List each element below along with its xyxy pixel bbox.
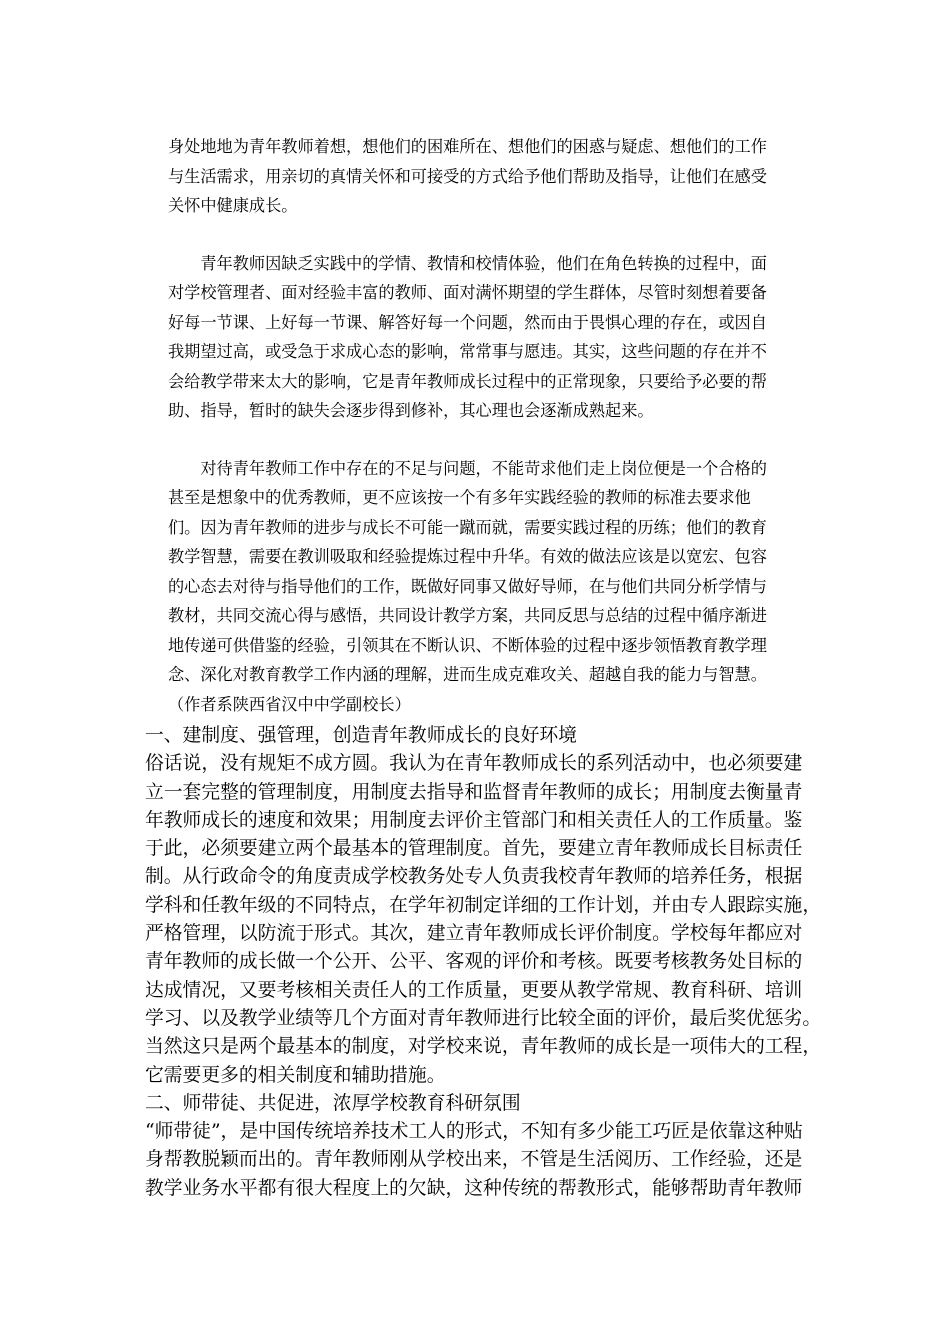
section-management [145, 750, 822, 1090]
text-line: 青年教师因缺乏实践中的学情、教情和校情体验，他们在角色转换的过程中，面 [168, 253, 767, 273]
text-line: 与生活需求，用亲切的真情关怀和可接受的方式给予他们帮助及指导，让他们在感受 [168, 166, 767, 186]
text-line: 它需要更多的相关制度和辅助措施。 [145, 1064, 446, 1086]
text-line: 对学校管理者、面对经验丰富的教师、面对满怀期望的学生群体，尽管时刻想着要备 [168, 283, 767, 302]
text-line: 严格管理，以防流于形式。其次，建立青年教师成长评价制度。学校每年都应对 [145, 923, 803, 945]
text-line: 的心态去对待与指导他们的工作，既做好同事又做好导师，在与他们共同分析学情与 [168, 576, 767, 596]
article-body-upper [168, 132, 798, 719]
text-line: 地传递可供借鉴的经验，引领其在不断认识、不断体验的过程中逐步领悟教育教学理 [168, 635, 767, 655]
paragraph-gap [168, 426, 798, 454]
text-line: 甚至是想象中的优秀教师，更不应该按一个有多年实践经验的教师的标准去要求他 [168, 488, 751, 507]
paragraph-guidance [168, 454, 798, 720]
paragraph-gap [168, 221, 798, 249]
text-line: 好每一节课、上好每一节课、解答好每一个问题，然而由于畏惧心理的存在，或因自 [168, 312, 767, 332]
text-line: 念、深化对教育教学工作内涵的理解，进而生成克难攻关、超越自我的能力与智慧。 [168, 665, 767, 684]
section-heading-1: 一、建制度、强管理，创造青年教师成长的良好环境 [145, 725, 577, 746]
text-line: 助、指导，暂时的缺失会逐步得到修补，其心理也会逐渐成熟起来。 [168, 401, 654, 420]
text-line: 身处地地为青年教师着想，想他们的困难所在、想他们的困惑与疑虑、想他们的工作 [168, 137, 767, 156]
text-line: 教材，共同交流心得与感悟，共同设计教学方案，共同反思与总结的过程中循序渐进 [168, 606, 767, 625]
text-line: 我期望过高，或受急于求成心态的影响，常常事与愿违。其实，这些问题的存在并不 [168, 342, 767, 361]
text-line: 青年教师的成长做一个公开、公平、客观的评价和考核。既要考核教务处目标的 [145, 951, 803, 973]
text-line: 立一套完整的管理制度，用制度去指导和监督青年教师的成长；用制度去衡量青 [145, 781, 803, 803]
text-line: 达成情况，又要考核相关责任人的工作质量，更要从教学常规、教育科研、培训 [145, 979, 803, 1001]
author-note: （作者系陕西省汉中中学副校长） [168, 694, 411, 714]
text-line: 们。因为青年教师的进步与成长不可能一蹴而就，需要实践过程的历练；他们的教育 [168, 517, 767, 537]
text-line: 俗话说，没有规矩不成方圆。我认为在青年教师成长的系列活动中，也必须要建 [145, 753, 803, 775]
text-line: 关怀中健康成长。 [168, 196, 298, 215]
text-line: 年教师成长的速度和效果；用制度去评价主管部门和相关责任人的工作质量。鉴 [145, 809, 803, 831]
text-line: 制。从行政命令的角度责成学校教务处专人负责我校青年教师的培养任务，根据 [145, 866, 803, 888]
text-line: 于此，必须要建立两个最基本的管理制度。首先，要建立青年教师成长目标责任 [145, 838, 803, 860]
text-line: 当然这只是两个最基本的制度，对学校来说，青年教师的成长是一项伟大的工程， [145, 1036, 822, 1058]
section-heading-2: 二、师带徒、共促进，浓厚学校教育科研氛围 [145, 1092, 521, 1114]
text-line: 对待青年教师工作中存在的不足与问题，不能苛求他们走上岗位便是一个合格的 [168, 458, 767, 478]
paragraph-experience [168, 249, 798, 426]
section-mentoring [145, 1118, 810, 1203]
paragraph-care [168, 132, 798, 221]
text-line: 会给教学带来太大的影响，它是青年教师成长过程中的正常现象，只要给予必要的帮 [168, 371, 767, 391]
text-line: 身帮教脱颖而出的。青年教师刚从学校出来，不管是生活阅历、工作经验，还是 [145, 1149, 803, 1171]
text-line: 教学智慧，需要在教训吸取和经验提炼过程中升华。有效的做法应该是以宽宏、包容 [168, 547, 767, 566]
article-body-lower [145, 722, 822, 1203]
text-line: 学科和任教年级的不同特点，在学年初制定详细的工作计划，并由专人跟踪实施， [145, 894, 822, 916]
text-line: 教学业务水平都有很大程度上的欠缺，这种传统的帮教形式，能够帮助青年教师 [145, 1177, 803, 1199]
text-line: 学习、以及教学业绩等几个方面对青年教师进行比较全面的评价，最后奖优惩劣。 [145, 1007, 822, 1029]
text-line: “师带徒”，是中国传统培养技术工人的形式，不知有多少能工巧匠是依靠这种贴 [145, 1121, 803, 1143]
